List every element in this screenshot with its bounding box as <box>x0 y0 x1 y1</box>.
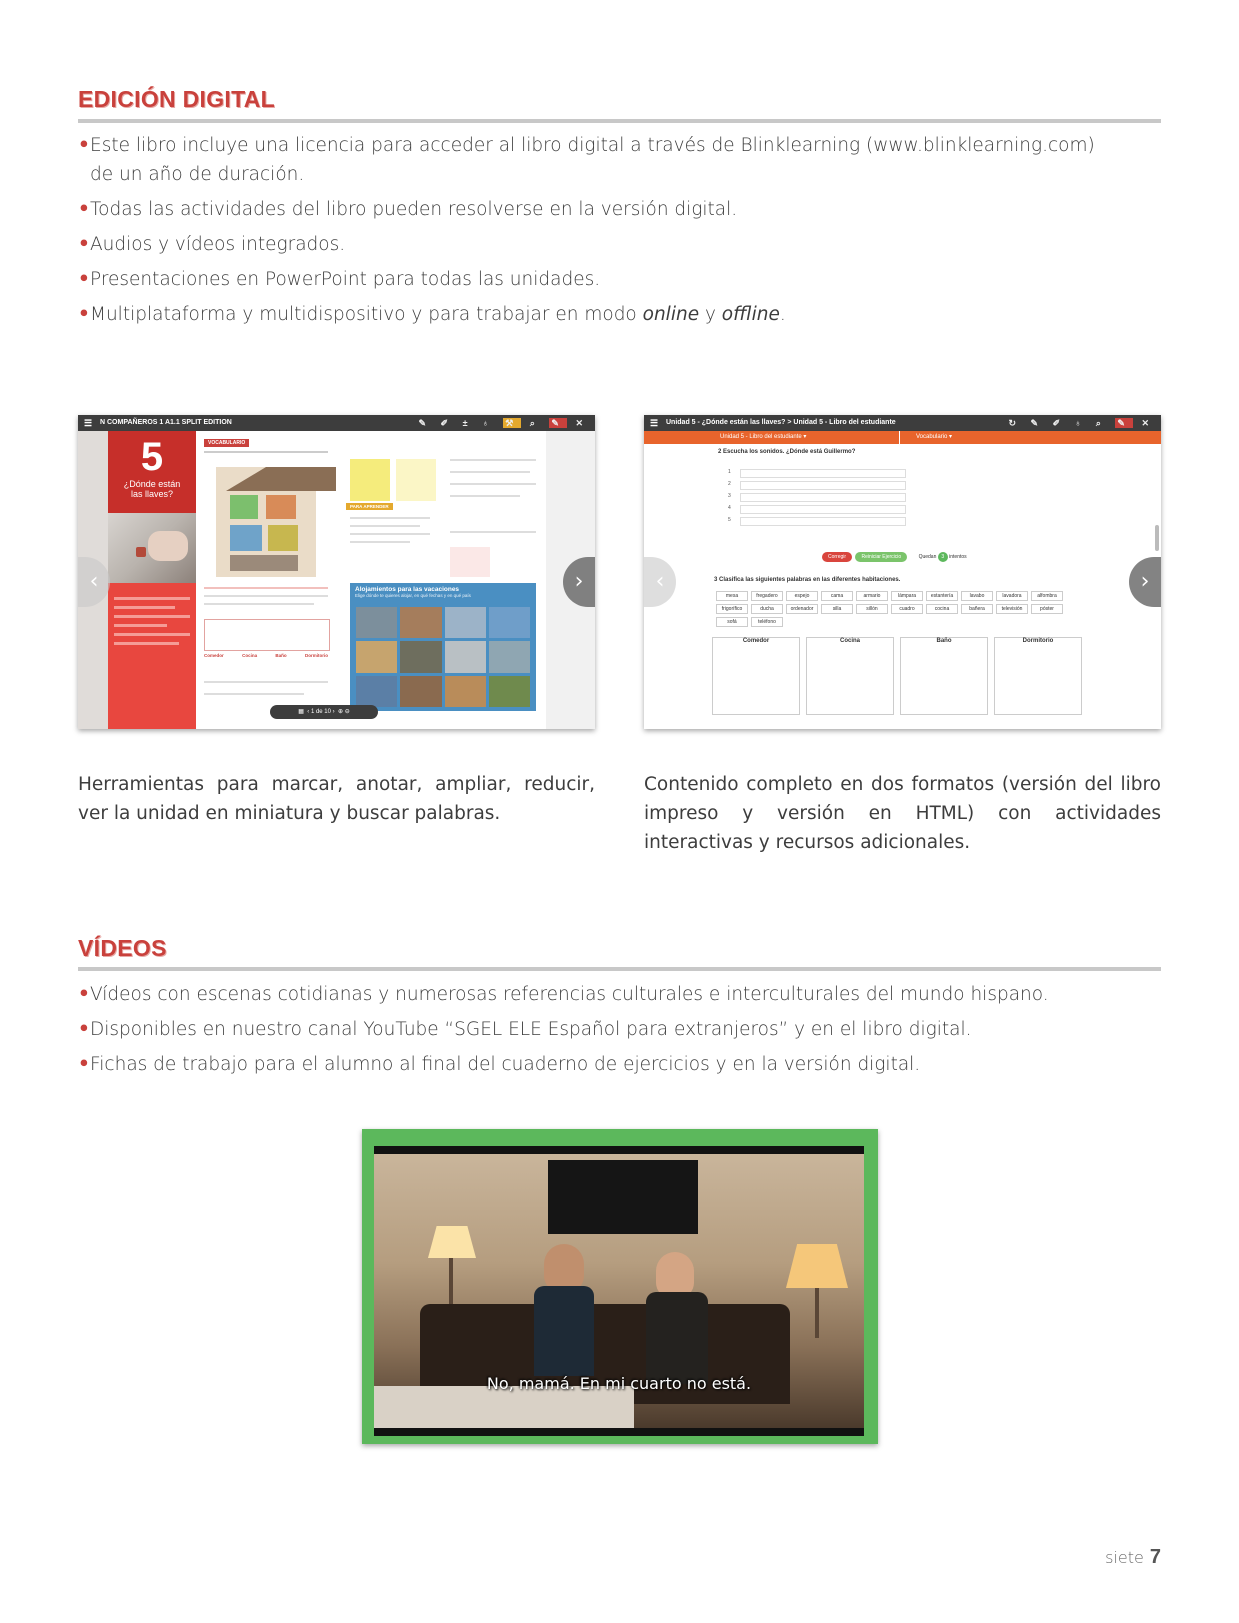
bullet-icon: • <box>78 199 90 220</box>
list-item: • Disponibles en nuestro canal YouTube “SGEL ELE Español para extranjeros” y en el libro digital. <box>78 1015 1161 1044</box>
word-chip[interactable]: lámpara <box>891 591 923 601</box>
pen-icon[interactable]: ✎ <box>1117 418 1131 428</box>
bullet-icon: • <box>78 304 90 325</box>
caption-right: Contenido completo en dos formatos (versión del libro impreso y versión en HTML) con actividades interactivas y recursos adicionales. <box>644 774 1161 853</box>
toolbar-icons: ✎ ✐ ± ♁ ⚒ ⌕ ✎ ✕ <box>418 418 589 428</box>
drop-zone-dormitorio[interactable]: Dormitorio <box>994 637 1082 715</box>
correct-button[interactable]: Corregir <box>822 552 852 562</box>
word-chip[interactable]: silla <box>821 604 853 614</box>
list-item: • Este libro incluye una licencia para acceder al libro digital a través de Blinklearning (www.blinklearning.com) de un año de duración. <box>78 131 1161 189</box>
answer-field[interactable] <box>740 505 906 514</box>
list-item: • Presentaciones en PowerPoint para todas las unidades. <box>78 265 1161 294</box>
list-item: • Fichas de trabajo para el alumno al final del cuaderno de ejercicios y en la versión digital. <box>78 1050 1161 1079</box>
word-chip[interactable]: sillón <box>856 604 888 614</box>
section-title-videos: VÍDEOS <box>78 935 167 961</box>
word-chip[interactable]: alfombra <box>1031 591 1063 601</box>
chevron-right-icon[interactable]: › <box>332 709 335 715</box>
word-chip[interactable]: cuadro <box>891 604 923 614</box>
cover-photo <box>108 513 196 583</box>
word-chip[interactable]: frigorífico <box>716 604 748 614</box>
prev-page-button[interactable]: ‹ <box>78 557 110 607</box>
zoom-out-icon[interactable]: ⊖ <box>344 709 350 715</box>
viewer-toolbar: ☰ N COMPAÑEROS 1 A1.1 SPLIT EDITION ✎ ✐ ± ♁ ⚒ ⌕ ✎ ✕ <box>78 415 595 431</box>
scrollbar[interactable] <box>1155 525 1159 551</box>
drop-columns <box>712 637 1082 715</box>
list-item: • Audios y vídeos integrados. <box>78 230 1161 259</box>
page-number: siete 7 <box>1105 1546 1161 1568</box>
room-columns: Comedor Cocina Baño Dormitorio <box>204 653 328 658</box>
wall-tv <box>548 1160 698 1234</box>
word-chip[interactable]: armario <box>856 591 888 601</box>
bullet-icon: • <box>78 1019 90 1040</box>
digital-book-screenshot <box>78 415 595 729</box>
word-chip[interactable]: lavadora <box>996 591 1028 601</box>
drop-zone-bano[interactable]: Baño <box>900 637 988 715</box>
html-activity-screenshot: ☰ Unidad 5 - ¿Dónde están las llaves? > Unidad 5 - Libro del estudiante ↻ ✎ ✐ ♁ ⌕ ✎ ✕ Unidad 5 - Libro del estudiante ▾ Vocabulario ▾ 2 Escucha los sonidos. ¿Dónde está Guillermo? 1 2 3 4 5 Corregir Reiniciar Ejercicio Quedan 3 intentos 3 Clasifica las siguientes palabras en las diferentes habitaciones. mesa fregadero espejo cama armario lámpara estantería lavabo lavadora alfombra frigorífico ducha ordenador silla sillón cuadro cocina bañera televisión póster sofá teléfono Comedor Cocina Baño Dormitorio ‹ › <box>644 415 1161 729</box>
feature-list <box>78 131 1161 335</box>
book-page-left: VOCABULARIO Comedor Cocina Baño Dormitorio <box>196 431 336 729</box>
next-page-button[interactable]: › <box>1129 557 1161 607</box>
bullet-icon: • <box>78 984 90 1005</box>
menu-icon[interactable]: ☰ <box>84 418 93 428</box>
list-item: • Todas las actividades del libro pueden resolverse en la versión digital. <box>78 195 1161 224</box>
unit-number-box: 5 ¿Dónde están las llaves? <box>108 431 196 513</box>
prev-page-button[interactable]: ‹ <box>644 557 676 607</box>
video-feature-list <box>78 980 1161 1085</box>
word-chip[interactable]: cocina <box>926 604 958 614</box>
answer-field[interactable] <box>740 517 906 526</box>
answer-field[interactable] <box>740 493 906 502</box>
section-divider <box>78 967 1161 971</box>
house-illustration <box>216 467 316 577</box>
attempts-badge: 3 <box>938 552 948 562</box>
word-chip[interactable]: sofá <box>716 617 748 627</box>
lamp-right-shade <box>786 1244 848 1288</box>
bullet-icon: • <box>78 135 90 156</box>
page-navigator[interactable]: ▦ ‹ 1 de 10 › ⊕ ⊖ <box>270 705 378 719</box>
bullet-icon: • <box>78 234 90 255</box>
word-chip[interactable]: póster <box>1031 604 1063 614</box>
toolbar-icons: ↻ ✎ ✐ ♁ ⌕ ✎ ✕ <box>1008 418 1155 428</box>
unit-cover <box>108 431 196 729</box>
list-item: • Multiplataforma y multidispositivo y para trabajar en modo online y offline. <box>78 300 1161 329</box>
list-item: • Vídeos con escenas cotidianas y numerosas referencias culturales e interculturales del mundo hispano. <box>78 980 1161 1009</box>
grid-view-icon[interactable]: ▦ <box>298 709 304 715</box>
tab-vocabulario[interactable]: Vocabulario ▾ <box>916 434 953 440</box>
section-divider <box>78 119 1161 123</box>
answer-field[interactable] <box>740 469 906 478</box>
answer-rows: 1 2 3 4 5 <box>728 469 731 529</box>
word-chip[interactable]: teléfono <box>751 617 783 627</box>
next-page-button[interactable]: › <box>563 557 595 607</box>
answer-field[interactable] <box>740 481 906 490</box>
word-chip[interactable]: espejo <box>786 591 818 601</box>
word-chip[interactable]: bañera <box>961 604 993 614</box>
chevron-left-icon[interactable]: ‹ <box>307 709 310 715</box>
word-chip[interactable]: mesa <box>716 591 748 601</box>
video-subtitle: No, mamá. En mi cuarto no está. <box>486 1374 752 1393</box>
book-page-right: PARA APRENDER Alojamientos para las vacaciones Elige dónde te quieres alojar, en qué fechas y en qué país <box>336 431 546 729</box>
tab-libro[interactable]: Unidad 5 - Libro del estudiante ▾ <box>720 434 807 440</box>
pen-icon[interactable]: ✎ <box>551 418 565 428</box>
reset-button[interactable]: Reiniciar Ejercicio <box>855 552 907 562</box>
menu-icon[interactable]: ☰ <box>650 418 659 428</box>
section-title-edicion-digital: EDICIÓN DIGITAL <box>78 86 276 112</box>
video-scene <box>374 1154 864 1428</box>
tools-icon[interactable]: ⚒ <box>505 418 520 428</box>
word-chip[interactable]: fregadero <box>751 591 783 601</box>
video-player[interactable] <box>362 1129 878 1444</box>
bullet-icon: • <box>78 1054 90 1075</box>
word-bank <box>716 591 1076 627</box>
promo-box: Alojamientos para las vacaciones Elige dónde te quieres alojar, en qué fechas y en qué país <box>350 583 536 711</box>
lamp-left-shade <box>428 1226 476 1258</box>
video-frame <box>374 1146 864 1436</box>
tab-bar <box>644 431 1161 444</box>
viewer-toolbar: ☰ Unidad 5 - ¿Dónde están las llaves? > Unidad 5 - Libro del estudiante ↻ ✎ ✐ ♁ ⌕ ✎ ✕ <box>644 415 1161 431</box>
word-chip[interactable]: ducha <box>751 604 783 614</box>
word-chip[interactable]: estantería <box>926 591 958 601</box>
zoom-in-icon[interactable]: ⊕ <box>338 709 344 715</box>
word-chip[interactable]: televisión <box>996 604 1028 614</box>
word-chip[interactable]: lavabo <box>961 591 993 601</box>
cover-index <box>114 591 190 701</box>
word-chip[interactable]: ordenador <box>786 604 818 614</box>
caption-left: Herramientas para marcar, anotar, ampliar, reducir, ver la unidad en miniatura y buscar palabras. <box>78 774 595 824</box>
person-left <box>544 1244 584 1292</box>
bullet-icon: • <box>78 269 90 290</box>
drop-zone-comedor[interactable]: Comedor <box>712 637 800 715</box>
word-chip[interactable]: cama <box>821 591 853 601</box>
drop-zone-cocina[interactable]: Cocina <box>806 637 894 715</box>
